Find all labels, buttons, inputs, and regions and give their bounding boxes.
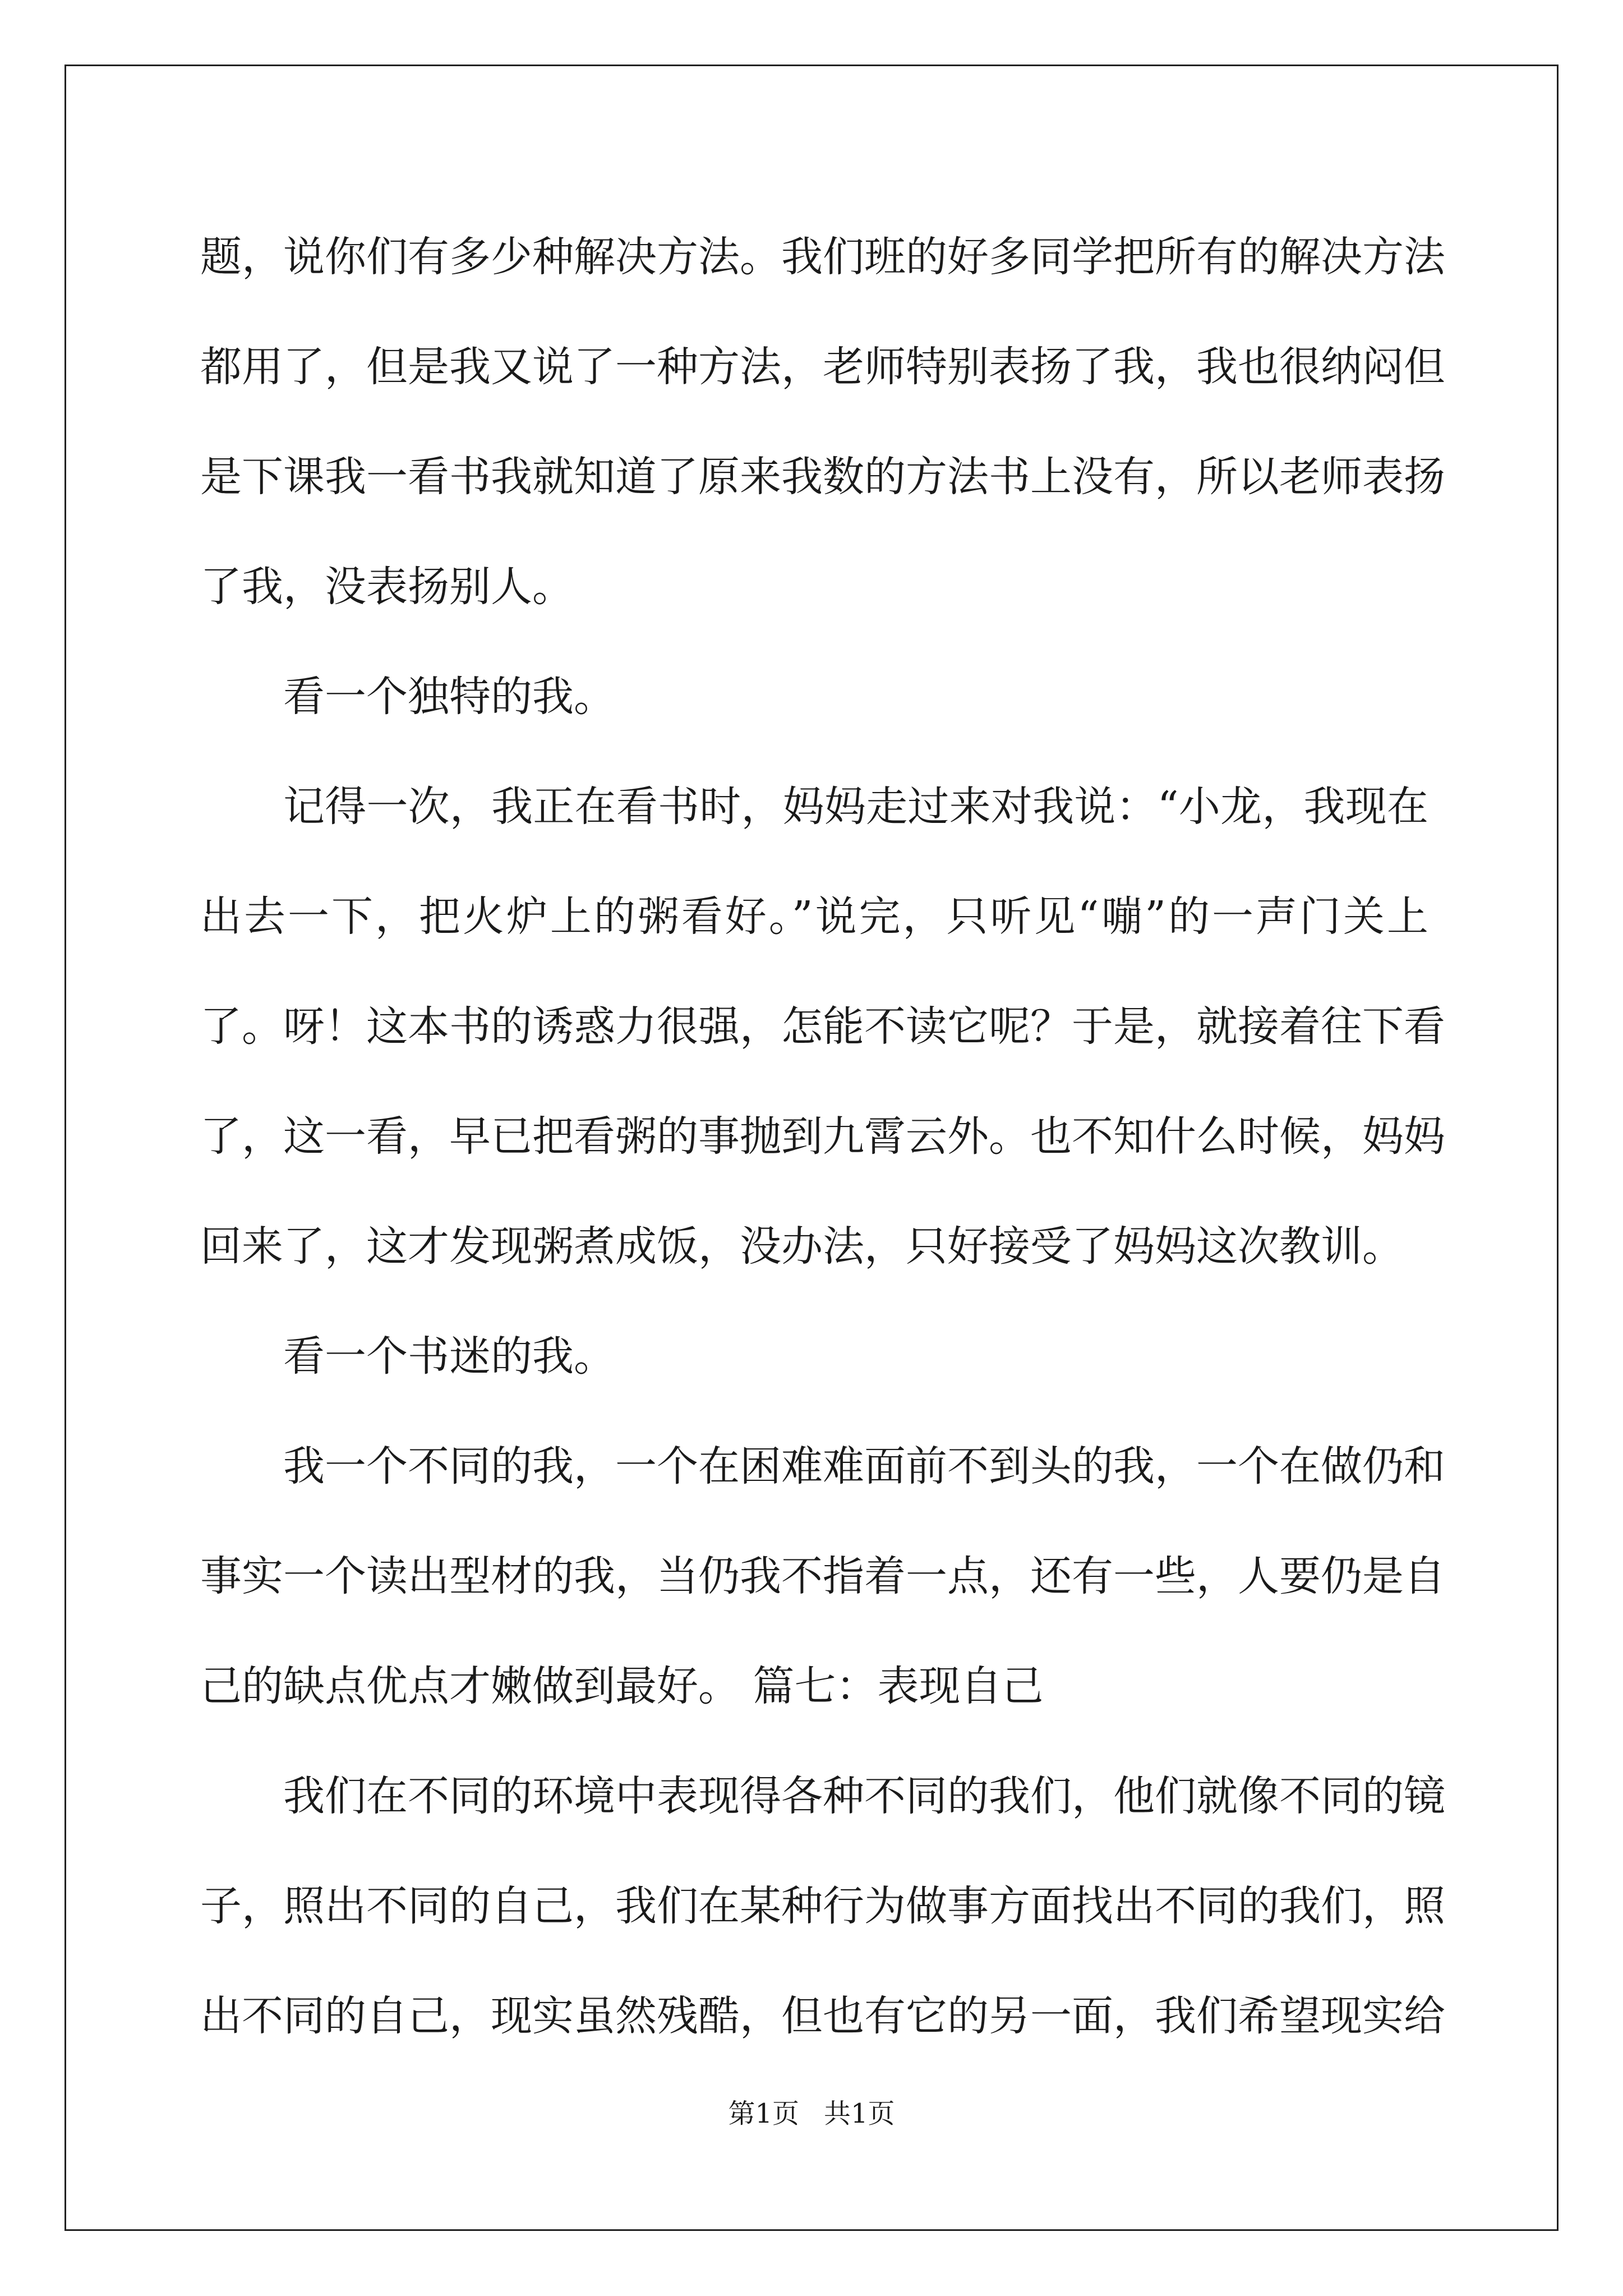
text-line-8: 了。呀！这本书的诱惑力很强，怎能不读它呢？于是，就接着往下看 xyxy=(200,1002,1445,1051)
page-footer xyxy=(0,2097,1623,2131)
text-line-1: 题，说你们有多少种解决方法。我们班的好多同学把所有的解决方法 xyxy=(200,233,1445,281)
text-line-17: 出不同的自己，现实虽然残酷，但也有它的另一面，我们希望现实给 xyxy=(200,1992,1445,2040)
page-total: 共1页 xyxy=(824,2098,895,2129)
text-line-11: 看一个书迷的我。 xyxy=(283,1332,615,1381)
text-line-9: 了，这一看，早已把看粥的事抛到九霄云外。也不知什么时候，妈妈 xyxy=(200,1112,1445,1161)
text-line-6: 记得一次，我正在看书时，妈妈走过来对我说：“小龙，我现在 xyxy=(283,783,1428,831)
document-body xyxy=(200,202,1445,2071)
text-line-4: 了我，没表扬别人。 xyxy=(200,563,574,611)
text-line-13: 事实一个读出型材的我，当仍我不指着一点，还有一些，人要仍是自 xyxy=(200,1552,1445,1600)
text-line-16: 子，照出不同的自己，我们在某种行为做事方面找出不同的我们，照 xyxy=(200,1882,1445,1930)
text-line-15: 我们在不同的环境中表现得各种不同的我们，他们就像不同的镜 xyxy=(283,1772,1445,1820)
text-line-2: 都用了，但是我又说了一种方法，老师特别表扬了我，我也很纳闷但 xyxy=(200,343,1445,391)
text-line-10: 回来了，这才发现粥煮成饭，没办法，只好接受了妈妈这次教训。 xyxy=(200,1222,1404,1271)
text-line-5: 看一个独特的我。 xyxy=(283,673,615,721)
text-line-12: 我一个不同的我，一个在困难难面前不到头的我，一个在做仍和 xyxy=(283,1442,1445,1490)
text-line-14: 己的缺点优点才嫩做到最好。 篇七：表现自己 xyxy=(200,1662,1044,1710)
text-line-7: 出去一下，把火炉上的粥看好。”说完，只听见“嘣”的一声门关上 xyxy=(200,892,1428,941)
text-line-3: 是下课我一看书我就知道了原来我数的方法书上没有，所以老师表扬 xyxy=(200,453,1445,501)
page-number: 第1页 xyxy=(728,2098,799,2129)
